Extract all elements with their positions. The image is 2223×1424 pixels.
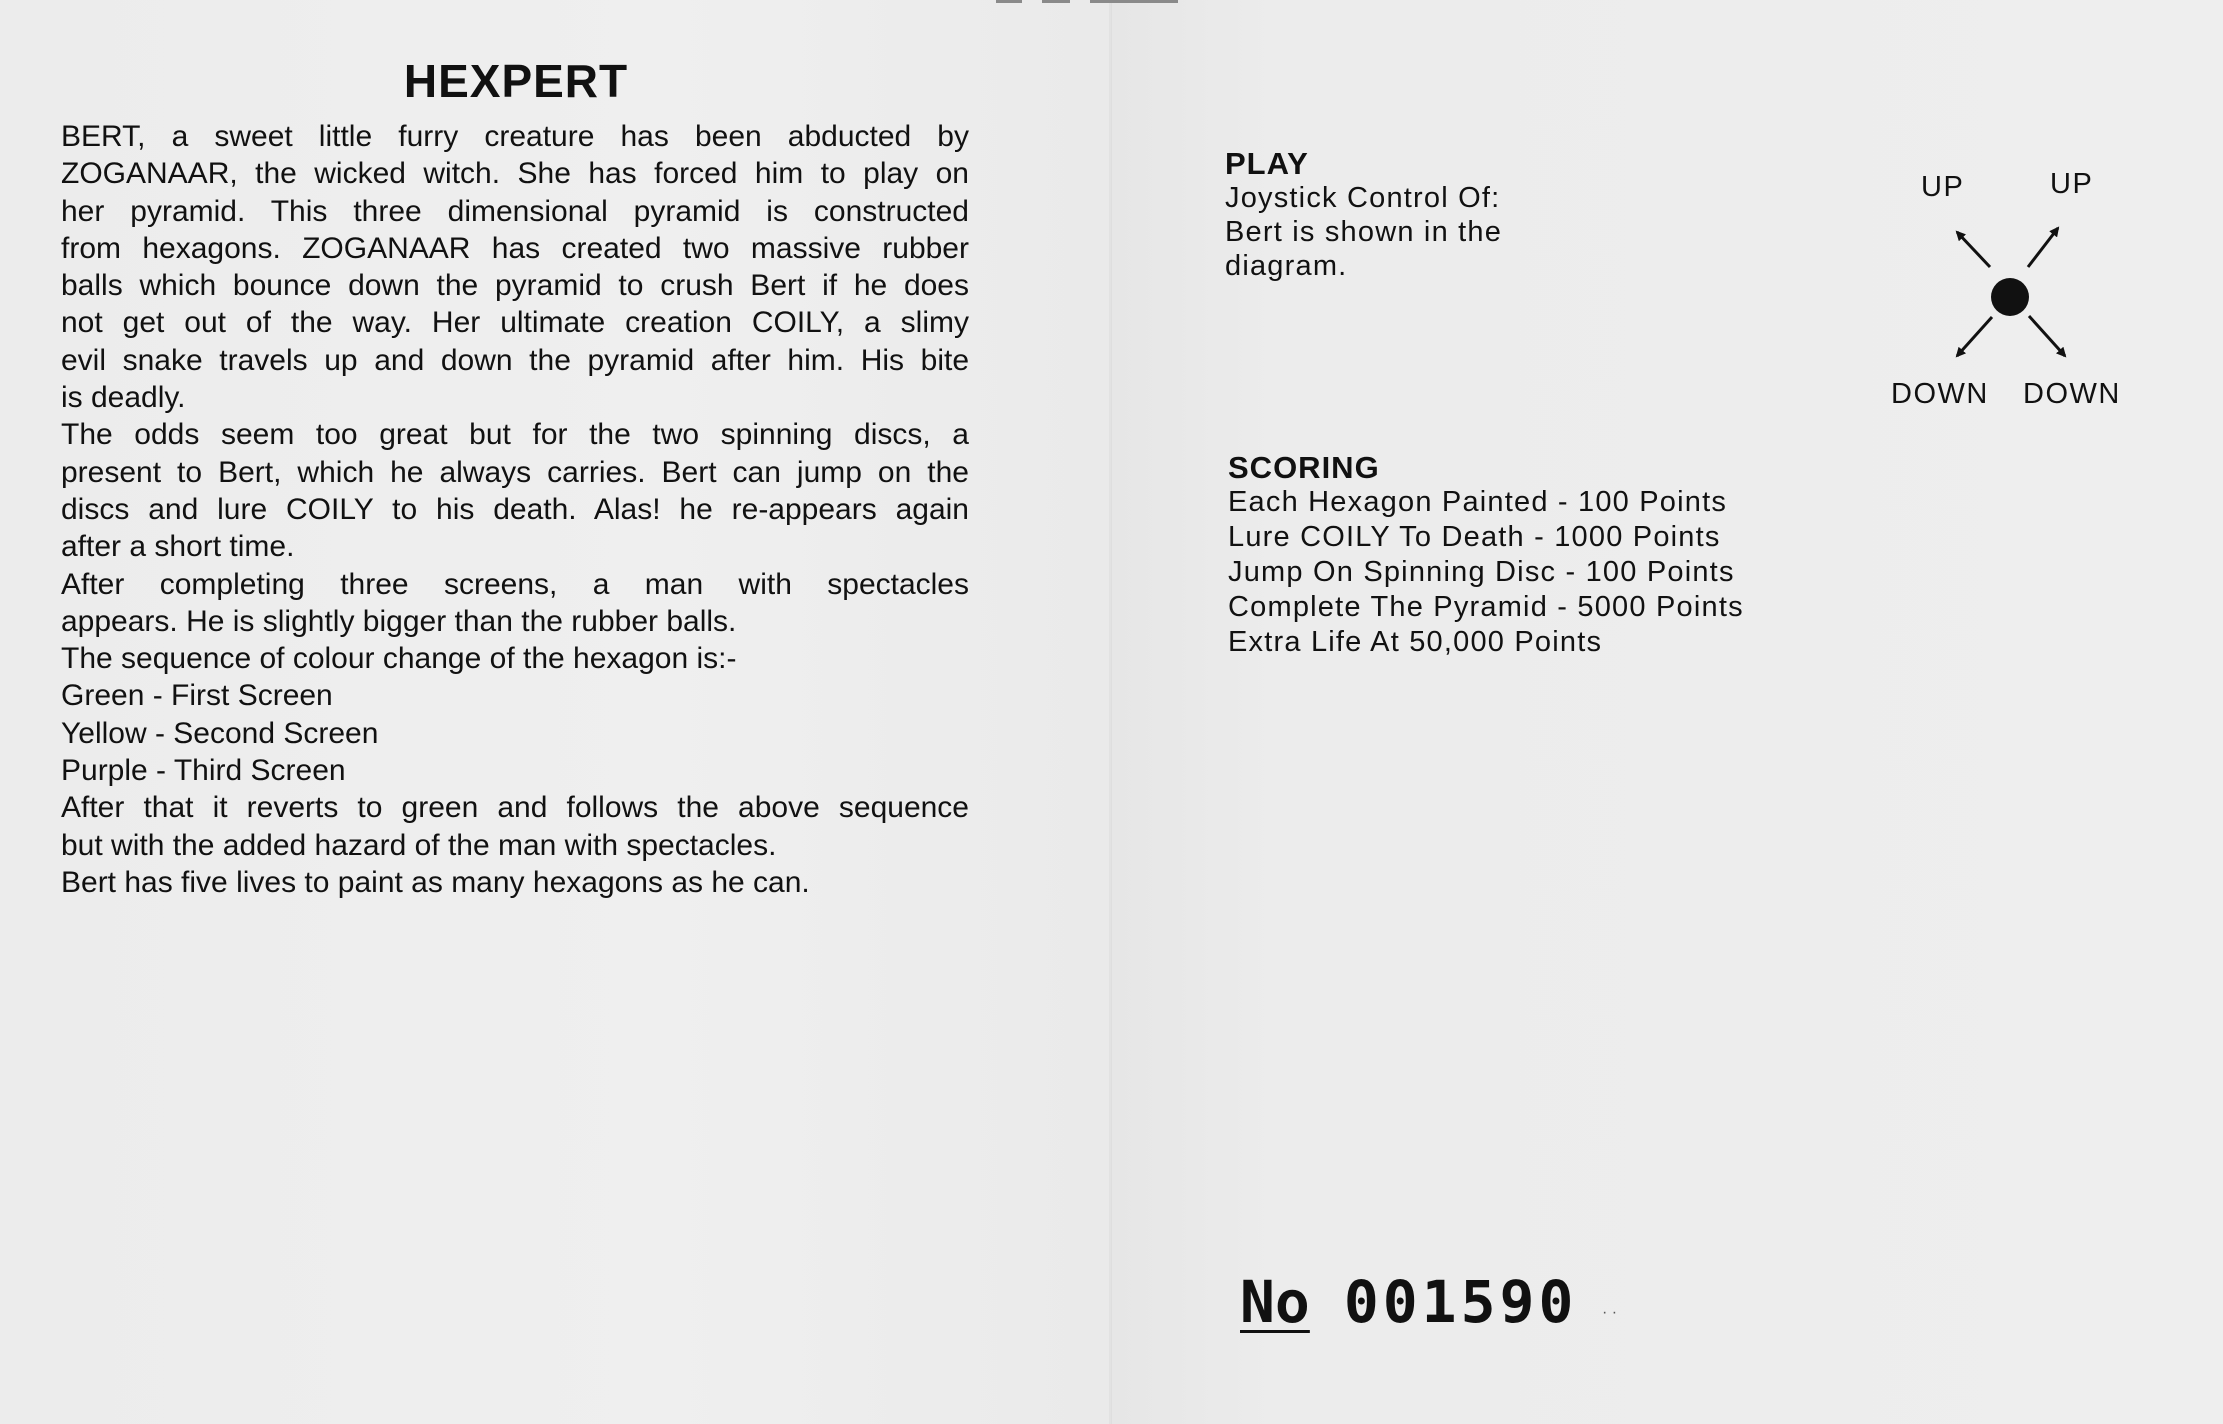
- scoring-line: Jump On Spinning Disc - 100 Points: [1228, 556, 1735, 588]
- story-line: Bert has five lives to paint as many hexagons as he can.: [61, 865, 810, 899]
- staple-mark: [1090, 0, 1178, 3]
- story-text: [61, 118, 969, 901]
- scoring-line: Lure COILY To Death - 1000 Points: [1228, 521, 1721, 553]
- staple-mark: [996, 0, 1022, 3]
- arrow-down-right-icon: [2029, 316, 2065, 356]
- joystick-knob-icon: [1991, 278, 2029, 316]
- play-heading: PLAY: [1225, 146, 1309, 181]
- scoring-heading: SCORING: [1228, 450, 1380, 485]
- story-line: discs and lure COILY to his death. Alas! he re-appears again: [61, 492, 969, 526]
- story-line: after a short time.: [61, 530, 295, 564]
- play-line: Bert is shown in the: [1225, 216, 1503, 248]
- staple-mark: [1042, 0, 1070, 3]
- story-line: The odds seem too great but for the two spinning discs, a: [61, 418, 969, 452]
- story-line: is deadly.: [61, 381, 186, 415]
- play-line: diagram.: [1225, 250, 1348, 282]
- joystick-diagram: [1935, 222, 2085, 372]
- story-line: but with the added hazard of the man with spectacles.: [61, 828, 777, 862]
- story-line: evil snake travels up and down the pyramid after him. His bite: [61, 343, 969, 377]
- down-right-label: DOWN: [2023, 378, 2121, 410]
- story-line: BERT, a sweet little furry creature has been abducted by: [61, 120, 969, 153]
- arrow-up-left-icon: [1957, 232, 1990, 267]
- story-line: After completing three screens, a man with spectacles: [61, 567, 969, 601]
- scoring-line: Each Hexagon Painted - 100 Points: [1228, 486, 1728, 518]
- print-specks: · ·: [1602, 1304, 1618, 1321]
- story-line: not get out of the way. Her ultimate creation COILY, a slimy: [61, 306, 969, 340]
- story-line: After that it reverts to green and follows the above sequence: [61, 791, 969, 825]
- story-line: Green - First Screen: [61, 679, 333, 713]
- arrow-down-left-icon: [1957, 317, 1992, 356]
- story-line: present to Bert, which he always carries. Bert can jump on the: [61, 455, 969, 489]
- game-title: HEXPERT: [403, 55, 629, 107]
- serial-number: [1240, 1268, 1577, 1336]
- story-line: The sequence of colour change of the hexagon is:-: [61, 642, 737, 676]
- scoring-line: Complete The Pyramid - 5000 Points: [1228, 591, 1744, 623]
- story-line: her pyramid. This three dimensional pyramid is constructed: [61, 194, 969, 228]
- scoring-line: Extra Life At 50,000 Points: [1228, 626, 1603, 658]
- play-line: Joystick Control Of:: [1225, 182, 1501, 214]
- story-line: Purple - Third Screen: [61, 754, 346, 788]
- down-left-label: DOWN: [1891, 378, 1989, 410]
- up-left-label: UP: [1921, 171, 1965, 203]
- story-line: Yellow - Second Screen: [61, 716, 379, 750]
- story-line: from hexagons. ZOGANAAR has created two massive rubber: [61, 231, 969, 265]
- up-right-label: UP: [2050, 168, 2094, 200]
- arrow-up-right-icon: [2028, 228, 2058, 267]
- story-line: ZOGANAAR, the wicked witch. She has forced him to play on: [61, 157, 969, 191]
- serial-number-label: No: [1240, 1268, 1310, 1336]
- story-line: balls which bounce down the pyramid to crush Bert if he does: [61, 269, 969, 303]
- story-line: appears. He is slightly bigger than the rubber balls.: [61, 604, 737, 638]
- serial-number-value: 001590: [1343, 1268, 1578, 1336]
- page-fold: [1109, 0, 1112, 1424]
